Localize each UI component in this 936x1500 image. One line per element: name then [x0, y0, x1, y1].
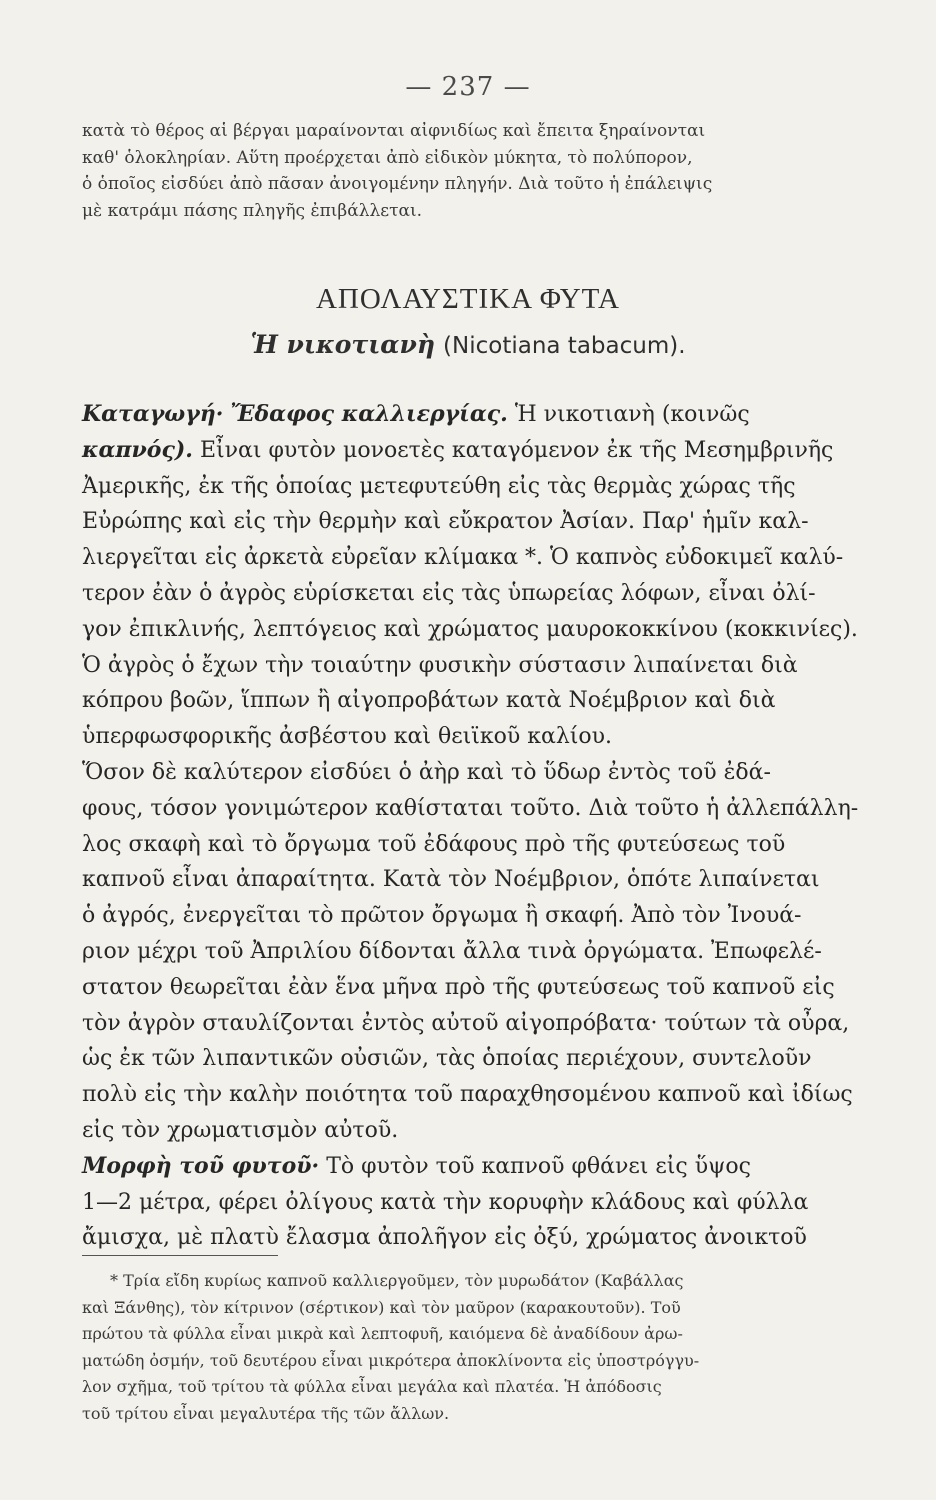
text-line: λιεργεῖται εἰς ἀρκετὰ εὐρεῖαν κλίμακα *. Ὁ καπνὸς εὐδοκιμεῖ καλύ-	[82, 545, 844, 571]
intro-line: κατὰ τὸ θέρος αἱ βέργαι μαραίνονται αἰφνιδίως καὶ ἔπειτα ξηραίνονται	[82, 121, 706, 141]
text-line: καπνοῦ εἶναι ἀπαραίτητα. Κατὰ τὸν Νοέμβριον, ὁπότε λιπαίνεται	[82, 867, 820, 893]
main-text	[82, 397, 859, 1256]
soil-label: Ἔδαφος καλλιεργίας.	[230, 401, 508, 427]
intro-line: μὲ κατράμι πάσης πληγῆς ἐπιβάλλεται.	[82, 200, 423, 221]
intro-line: ὁ ὁποῖος εἰσδύει ἀπὸ πᾶσαν ἀνοιγομένην πληγήν. Διὰ τοῦτο ἡ ἐπάλειψις	[82, 174, 713, 194]
text-line: ριον μέχρι τοῦ Ἀπριλίου δίδονται ἄλλα τινὰ ὀργώματα. Ἐπωφελέ-	[82, 938, 822, 964]
text-line: τερον ἐὰν ὁ ἀγρὸς εὑρίσκεται εἰς τὰς ὑπωρείας λόφων, εἶναι ὀλί-	[82, 580, 816, 606]
text-line: εἰς τὸν χρωματισμὸν αὐτοῦ.	[82, 1117, 399, 1143]
tobacco-term: καπνός).	[82, 436, 193, 463]
text-line: Ἀμερικῆς, ἐκ τῆς ὁποίας μετεφυτεύθη εἰς τὰς θερμὰς χώρας τῆς	[82, 473, 796, 499]
text-line: ὡς ἐκ τῶν λιπαντικῶν οὐσιῶν, τὰς ὁποίας περιέχουν, συντελοῦν	[82, 1046, 812, 1072]
text-line: λος σκαφὴ καὶ τὸ ὄργωμα τοῦ ἐδάφους πρὸ τῆς φυτεύσεως τοῦ	[82, 831, 786, 857]
footnote	[82, 1268, 852, 1427]
text-fragment: Ἡ νικοτιανὴ (κοινῶς	[514, 402, 750, 427]
text-line: ὁ ἀγρός, ἐνεργεῖται τὸ πρῶτον ὄργωμα ἢ σκαφή. Ἀπὸ τὸν Ἰνουά-	[82, 903, 802, 929]
text-line: στατον θεωρεῖται ἐὰν ἕνα μῆνα πρὸ τῆς φυτεύσεως τοῦ καπνοῦ εἰς	[82, 974, 835, 1000]
plant-greek-name: Ἡ νικοτιανὴ	[250, 330, 436, 359]
footnote-line: καὶ Ξάνθης), τὸν κίτρινον (σέρτικον) καὶ τὸν μαῦρον (καρακουτοῦν). Τοῦ	[82, 1297, 681, 1317]
plant-form-label: Μορφὴ τοῦ φυτοῦ·	[82, 1152, 320, 1179]
footnote-line: τοῦ τρίτου εἶναι μεγαλυτέρα τῆς τῶν ἄλλων.	[82, 1403, 450, 1423]
text-line: Εὐρώπης καὶ εἰς τὴν θερμὴν καὶ εὔκρατον Ἀσίαν. Παρ' ἡμῖν καλ-	[82, 509, 809, 535]
footnote-line: λον σχῆμα, τοῦ τρίτου τὰ φύλλα εἶναι μεγάλα καὶ πλατέα. Ἡ ἀπόδοσις	[82, 1377, 662, 1396]
text-line: 1—2 μέτρα, φέρει ὀλίγους κατὰ τὴν κορυφὴν κλάδους καὶ φύλλα	[82, 1189, 809, 1215]
intro-line: καθ' ὁλοκληρίαν. Αὕτη προέρχεται ἀπὸ εἰδικὸν μύκητα, τὸ πολύπορον,	[82, 147, 693, 168]
text-line	[82, 397, 852, 433]
text-line: Ὁ ἀγρὸς ὁ ἔχων τὴν τοιαύτην φυσικὴν σύστασιν λιπαίνεται διὰ	[82, 652, 798, 678]
text-line: πολὺ εἰς τὴν καλὴν ποιότητα τοῦ παραχθησομένου καπνοῦ καὶ ἰδίως	[82, 1082, 853, 1108]
plant-latin-name: (Nicotiana tabacum).	[443, 333, 686, 359]
text-line: φους, τόσον γονιμώτερον καθίσταται τοῦτο. Διὰ τοῦτο ἡ ἀλλεπάλλη-	[82, 795, 859, 821]
text-fragment: Τὸ φυτὸν τοῦ καπνοῦ φθάνει εἰς ὕψος	[326, 1153, 751, 1179]
text-line: γον ἐπικλινής, λεπτόγειος καὶ χρώματος μαυροκοκκίνου (κοκκινίες).	[82, 616, 858, 642]
section-heading: ΑΠΟΛΑΥΣΤΙΚΑ ΦΥΤΑ	[315, 283, 621, 315]
text-line: Ὅσον δὲ καλύτερον εἰσδύει ὁ ἀὴρ καὶ τὸ ὕδωρ ἐντὸς τοῦ ἐδά-	[82, 759, 771, 785]
plant-title	[0, 330, 936, 359]
text-line: κόπρου βοῶν, ἵππων ἢ αἰγοπροβάτων κατὰ Νοέμβριον καὶ διὰ	[82, 688, 776, 714]
text-line: ἄμισχα, μὲ πλατὺ ἔλασμα ἀπολῆγον εἰς ὀξύ, χρώματος ἀνοικτοῦ	[82, 1225, 807, 1251]
footnote-divider	[82, 1255, 278, 1256]
page-number: — 237 —	[405, 72, 531, 102]
intro-paragraph	[82, 118, 852, 224]
footnote-line: ματώδη ὀσμήν, τοῦ δευτέρου εἶναι μικρότερα ἀποκλίνοντα εἰς ὑποστρόγγυ-	[82, 1350, 700, 1370]
origin-label: Καταγωγή·	[82, 401, 224, 427]
text-line: ὑπερφωσφορικῆς ἀσβέστου καὶ θειϊκοῦ καλίου.	[82, 724, 613, 750]
text-fragment: Εἶναι φυτὸν μονοετὲς καταγόμενον ἐκ τῆς Μεσημβρινῆς	[199, 437, 834, 463]
text-line: τὸν ἀγρὸν σταυλίζονται ἐντὸς αὐτοῦ αἰγοπρόβατα· τούτων τὰ οὖρα,	[82, 1010, 850, 1036]
footnote-line: * Τρία εἴδη κυρίως καπνοῦ καλλιεργοῦμεν, τὸν μυρωδάτον (Καβάλλας	[110, 1271, 684, 1290]
footnote-line: πρώτου τὰ φύλλα εἶναι μικρὰ καὶ λεπτοφυῆ, καιόμενα δὲ ἀναδίδουν ἀρω-	[82, 1324, 683, 1343]
text-line	[82, 433, 852, 469]
text-line	[82, 1149, 852, 1185]
